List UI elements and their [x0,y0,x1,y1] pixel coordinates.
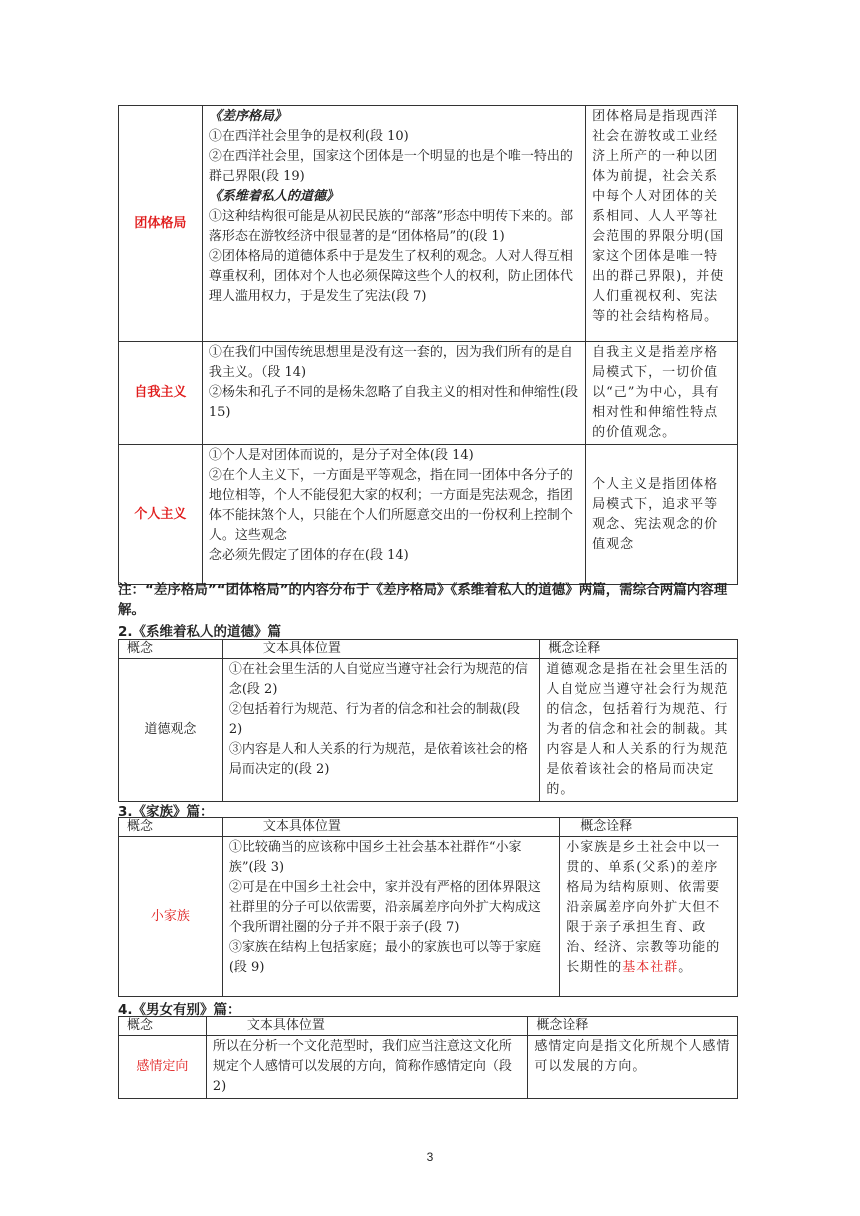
text-line: ②包括着行为规范、行为者的信念和社会的制裁(段 2) [228,702,520,737]
header-row [119,1017,738,1036]
explanation-cell: 感情定向是指文化所规个人感情可以发展的方向。 [528,1036,738,1099]
concept-cell: 自我主义 [119,342,203,445]
concept-cell: 团体格局 [119,106,203,342]
text-line: ③内容是人和人关系的行为规范，是依着该社会的格局而决定的(段 2) [228,742,528,777]
header-cell: 文本具体位置 [222,640,539,659]
explanation-text: 小家族是乡土社会中以一贯的、单系(父系)的差序格局为结构原则、依需要沿亲属差序向外扩大但不限于亲子承担生育、政治、经济、宗教等功能的长期性的 [566,840,721,975]
table-row [119,106,738,342]
text-line: ②杨朱和孔子不同的是杨朱忽略了自我主义的相对性和伸缩性(段 15) [208,385,578,420]
concept-table-3 [118,817,738,997]
text-line: 念必须先假定了团体的存在(段 14) [208,548,409,563]
table-row [119,342,738,445]
text-location-cell [202,445,585,585]
text-location-cell [202,106,585,342]
text-line: ③家族在结构上包括家庭；最小的家族也可以等于家庭(段 9) [228,940,541,975]
header-cell: 概念诠释 [560,818,738,837]
table-row [119,837,738,997]
highlight-term: 基本社群 [622,960,679,975]
text-line: ①比较确当的应该称中国乡土社会基本社群作“小家族”(段 3) [228,840,522,875]
explanation-cell: 自我主义是指差序格局模式下，一切价值以“己”为中心，具有相对性和伸缩性特点的价值观念。 [586,342,738,445]
source-title: 《差序格局》 [208,109,287,124]
text-line: ①在社会里生活的人自觉应当遵守社会行为规范的信念(段 2) [228,662,528,697]
page-number: 3 [426,1150,434,1164]
concept-table-2 [118,639,738,802]
header-cell: 文本具体位置 [222,818,559,837]
section-title: 2.《系维着私人的道德》篇 [118,624,282,640]
table-row [119,659,738,802]
explanation-cell [560,837,738,997]
header-cell: 概念 [119,640,223,659]
text-line: ②团体格局的道德体系中于是发生了权利的观念。人对人得互相尊重权利，团体对个人也必须保障这些个人的权利，防止团体代理人滥用权力，于是发生了宪法(段 7) [208,249,573,304]
explanation-cell: 道德观念是指在社会里生活的人自觉应当遵守社会行为规范的信念，包括着行为规范、行为者的信念和社会的制裁。其内容是人和人关系的行为规范是依着该社会的格局而决定的。 [540,659,738,802]
header-row [119,818,738,837]
text-line: ①这种结构很可能是从初民民族的“部落”形态中明传下来的。部落形态在游牧经济中很显著的是“团体格局”的(段 1) [208,209,574,244]
section-title: 3.《家族》篇： [118,804,214,820]
text-line: ①在西洋社会里争的是权利(段 10) [208,129,409,144]
header-row [119,640,738,659]
header-cell: 文本具体位置 [206,1017,527,1036]
concept-table-1 [118,105,738,585]
header-cell: 概念诠释 [528,1017,738,1036]
header-cell: 概念 [119,818,223,837]
text-location-cell [202,342,585,445]
concept-table-4 [118,1016,738,1099]
table-row [119,445,738,585]
concept-cell: 感情定向 [119,1036,207,1099]
section-title: 4.《男女有别》篇： [118,1002,241,1018]
text-line: ①个人是对团体而说的，是分子对全体(段 14) [208,448,474,463]
text-location-cell: 所以在分析一个文化范型时，我们应当注意这文化所规定个人感情可以发展的方向，简称作感情定向（段 2) [206,1036,527,1099]
concept-cell: 小家族 [119,837,223,997]
note-text: 注：“差序格局”“团体格局”的内容分布于《差序格局》《系维着私人的道德》两篇，需综合两篇内容理解。 [118,582,728,618]
text-line: ①在我们中国传统思想里是没有这一套的，因为我们所有的是自我主义。（段 14) [208,345,573,380]
concept-cell: 道德观念 [119,659,223,802]
concept-cell: 个人主义 [119,445,203,585]
text-line: ②在西洋社会里，国家这个团体是一个明显的也是个唯一特出的群己界限(段 19) [208,149,573,184]
explanation-end: 。 [678,960,693,975]
explanation-cell: 个人主义是指团体格局模式下，追求平等观念、宪法观念的价值观念 [586,445,738,585]
text-line: ②在个人主义下，一方面是平等观念，指在同一团体中各分子的地位相等，个人不能侵犯大家的权利；一方面是宪法观念，指团体不能抹煞个人，只能在个人们所愿意交出的一份权利上控制个人。这些观念 [208,468,573,543]
text-line: ②可是在中国乡土社会中，家并没有严格的团体界限这社群里的分子可以依需要，沿亲属差序向外扩大构成这个我所谓社圈的分子并不限于亲子(段 7) [228,880,541,935]
header-cell: 概念诠释 [540,640,738,659]
source-title: 《系维着私人的道德》 [208,189,339,204]
table-row [119,1036,738,1099]
header-cell: 概念 [119,1017,207,1036]
text-location-cell [222,837,559,997]
text-location-cell [222,659,539,802]
explanation-cell: 团体格局是指现西洋社会在游牧或工业经济上所产的一种以团体为前提，社会关系中每个人对团体的关系相同、人人平等社会范围的界限分明(国家这个团体是唯一特出的群己界限)，并使人们重视权利、宪法等的社会结构格局。 [586,106,738,342]
